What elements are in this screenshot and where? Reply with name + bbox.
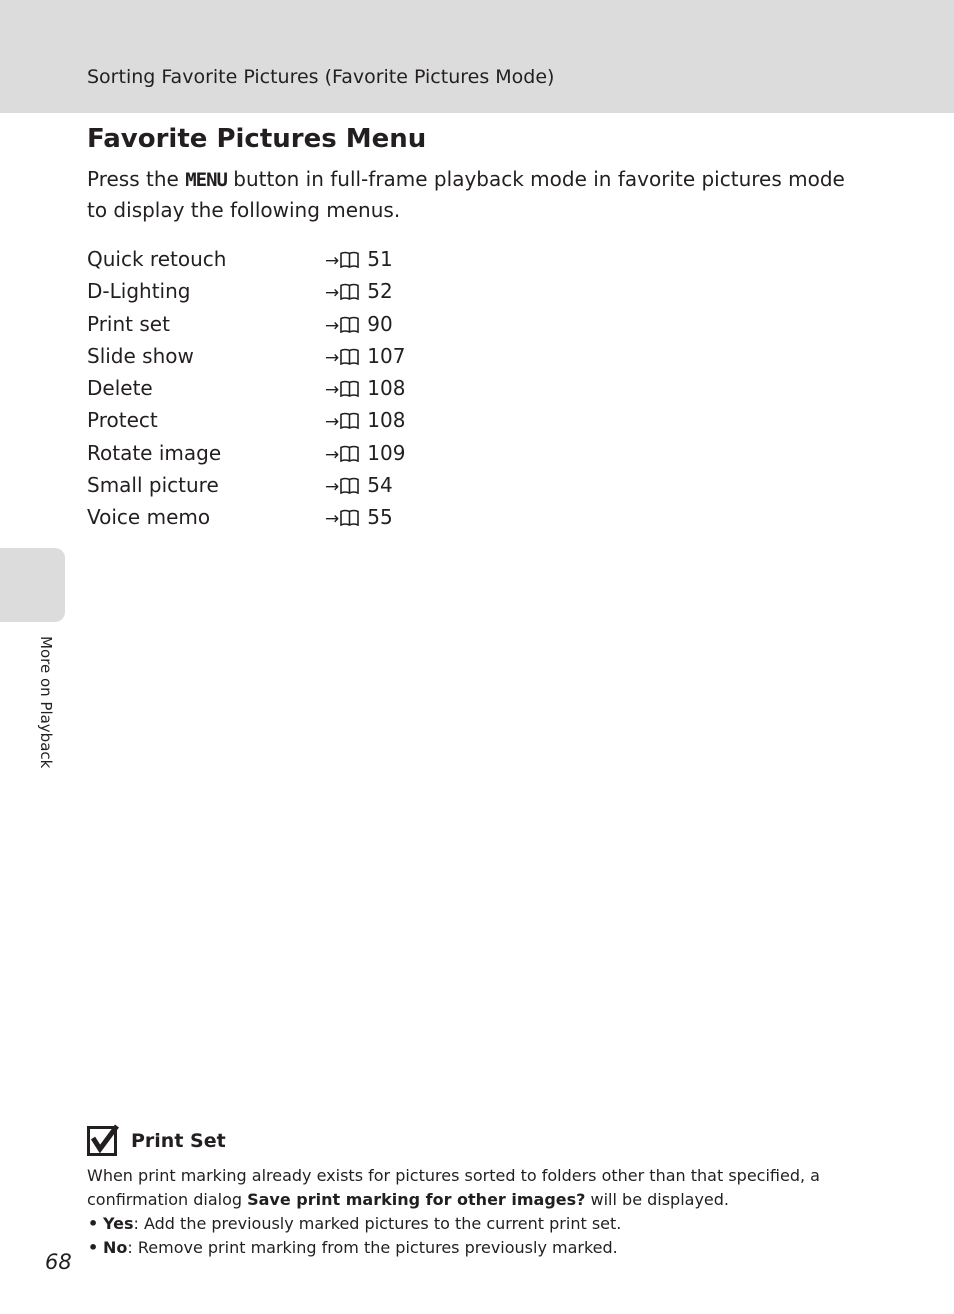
bullet-dot: •: [88, 1214, 99, 1233]
page-number-ref: 108: [367, 408, 406, 433]
menu-row: [87, 372, 487, 404]
page-reference: [325, 404, 405, 438]
note-paragraph: [87, 1164, 847, 1212]
page-number-ref: 52: [367, 279, 393, 304]
menu-item-label: Delete: [87, 376, 153, 401]
menu-row: [87, 308, 487, 340]
menu-button-icon: MENU: [185, 169, 227, 191]
arrow-right-icon: →: [325, 477, 340, 498]
intro-paragraph: [87, 164, 857, 225]
intro-text-before: Press the: [87, 167, 186, 191]
page-reference: [325, 372, 405, 406]
page-reference: [325, 308, 393, 342]
arrow-right-icon: →: [325, 347, 340, 368]
menu-item-label: Quick retouch: [87, 247, 227, 271]
page-number-ref: 51: [367, 247, 393, 271]
page-number: 68: [45, 1250, 72, 1274]
side-chapter-tab: [0, 548, 65, 622]
note-text-after: will be displayed.: [585, 1190, 730, 1209]
page-reference: [325, 243, 393, 277]
page-reference: [325, 275, 393, 309]
page-reference: [325, 437, 405, 471]
bullet-desc: : Remove print marking from the pictures previously marked.: [127, 1238, 618, 1257]
arrow-right-icon: →: [325, 283, 340, 304]
menu-item-label: Slide show: [87, 343, 194, 368]
book-icon: [340, 348, 359, 365]
bullet-term: Yes: [103, 1214, 134, 1233]
arrow-right-icon: →: [325, 444, 340, 465]
menu-row: [87, 501, 487, 533]
side-chapter-label: More on Playback: [37, 636, 55, 769]
menu-item-label: Protect: [87, 408, 158, 433]
book-icon: [340, 509, 359, 526]
menu-item-label: Rotate image: [87, 440, 222, 465]
book-icon: [340, 445, 359, 462]
book-icon: [340, 380, 359, 397]
page-reference: [325, 469, 393, 503]
check-note-icon: [87, 1124, 119, 1156]
arrow-right-icon: →: [325, 509, 340, 530]
header-title: Sorting Favorite Pictures (Favorite Pictures Mode): [87, 66, 555, 88]
arrow-right-icon: →: [325, 412, 340, 433]
book-icon: [340, 251, 359, 268]
note-body: [87, 1164, 847, 1260]
menu-item-label: D-Lighting: [87, 279, 191, 304]
book-icon: [340, 283, 359, 300]
page-reference: [325, 340, 405, 374]
arrow-right-icon: →: [325, 251, 340, 271]
page-reference: [325, 501, 393, 535]
menu-row: [87, 275, 487, 307]
menu-item-label: Small picture: [87, 473, 219, 498]
bullet-desc: : Add the previously marked pictures to the current print set.: [133, 1214, 622, 1233]
menu-item-label: Voice memo: [87, 505, 211, 530]
page-number-ref: 109: [367, 440, 406, 465]
arrow-right-icon: →: [325, 380, 340, 401]
page-number-ref: 55: [367, 505, 393, 530]
menu-row: [87, 404, 487, 436]
note-title: Print Set: [131, 1130, 226, 1152]
book-icon: [340, 316, 359, 333]
bullet-term: No: [103, 1238, 128, 1257]
arrow-right-icon: →: [325, 315, 340, 336]
menu-row: [87, 340, 487, 372]
bullet-dot: •: [88, 1238, 99, 1257]
page-header-band: [0, 0, 954, 113]
book-icon: [340, 477, 359, 494]
note-dialog-name: Save print marking for other images?: [247, 1190, 586, 1209]
note-bullet-yes: [87, 1212, 847, 1236]
page-number-ref: 54: [367, 473, 393, 498]
menu-row: [87, 469, 487, 501]
book-icon: [340, 412, 359, 429]
menu-row: [87, 243, 487, 275]
menu-list: [87, 243, 487, 534]
note-text-before: When print marking already exists for pictures sorted to folders other than that specified, a confirmation dialog: [87, 1166, 820, 1209]
page-number-ref: 107: [367, 343, 406, 368]
note-bullet-no: [87, 1236, 847, 1260]
menu-row: [87, 437, 487, 469]
page-number-ref: 90: [367, 311, 393, 336]
menu-item-label: Print set: [87, 311, 170, 336]
section-title: Favorite Pictures Menu: [87, 124, 427, 154]
page-number-ref: 108: [367, 376, 406, 401]
intro-text-after: button in full-frame playback mode in favorite pictures mode to display the following menus.: [87, 167, 845, 222]
